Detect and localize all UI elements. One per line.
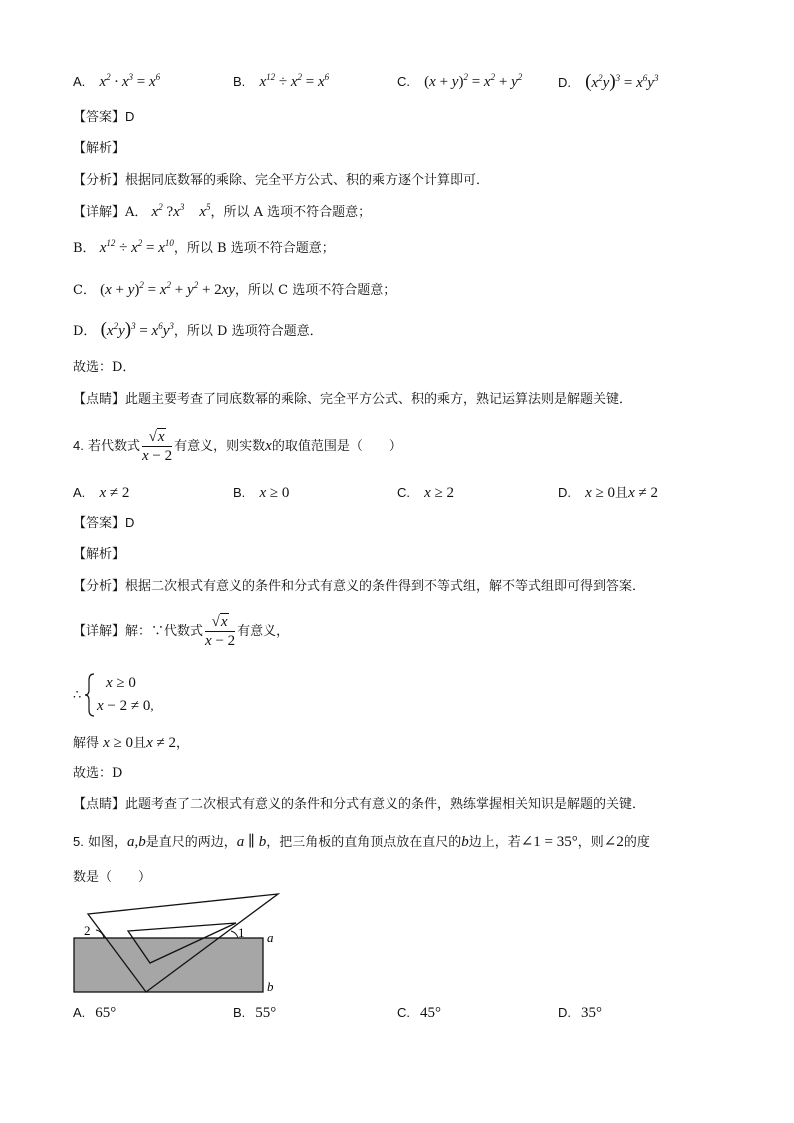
therefore-symbol: ∴: [73, 688, 82, 703]
detail-d-prefix: D．: [73, 324, 97, 339]
q4-option-c[interactable]: [397, 483, 454, 504]
brace-icon: [84, 672, 96, 718]
variable-x: x: [265, 438, 272, 454]
q5-option-b[interactable]: [233, 1003, 276, 1024]
detail-c-prefix: C．: [73, 283, 96, 298]
q3-choose: 故选：D．: [73, 360, 136, 375]
q4-analysis-tag: 【解析】: [73, 547, 126, 562]
detail-b-suffix: ，所以 B 选项不符合题意；: [173, 241, 335, 256]
q4-comment: [73, 795, 645, 815]
option-label: B.: [233, 1005, 246, 1020]
option-label: A.: [73, 1005, 86, 1020]
option-label: B.: [233, 485, 246, 500]
answer-tag: 【答案】: [73, 516, 126, 531]
q4-stem: [73, 427, 402, 466]
q3-answer: [73, 107, 134, 128]
fraction: $\frac{√x}{x - 2}$: [142, 429, 173, 464]
detail-tag: 【详解】: [73, 205, 126, 220]
answer-tag: 【答案】: [73, 110, 126, 125]
math-expression: $(x^2y)^3 = x^6y^3$: [585, 71, 659, 92]
detail-tag: 【详解】: [73, 624, 126, 639]
detail-a-suffix: ，所以 A 选项不符合题意；: [210, 205, 372, 220]
q3-detail-b: [73, 238, 335, 259]
stem-text-mid: 有意义，则实数: [174, 439, 266, 454]
question-number: 4.: [73, 438, 84, 453]
option-label: D.: [558, 75, 571, 90]
math-expression: $(x^2y)^3 = x^6y^3$: [100, 319, 174, 340]
answer-value: D: [125, 515, 135, 530]
q4-solution: [73, 733, 189, 754]
detail-c-suffix: ，所以 C 选项不符合题意；: [234, 283, 397, 298]
q5-option-a[interactable]: [73, 1003, 116, 1024]
stem-2: 是直尺的两边，: [145, 835, 237, 850]
option-value: 45°: [420, 1005, 441, 1021]
label-1: 1: [238, 925, 245, 940]
q5-stem-line1: [73, 832, 650, 853]
q4-option-d[interactable]: [558, 483, 658, 504]
q3-option-a[interactable]: [73, 72, 160, 93]
q3-detail-a: [73, 202, 371, 223]
math-expression: $x^2$ $?x^3$ $x^5$: [151, 202, 211, 220]
inequality-1: x ≥ 0: [106, 675, 136, 691]
detail-d-suffix: ，所以 D 选项符合题意．: [173, 324, 323, 339]
detail-post: 有意义，: [237, 624, 290, 639]
math-expression: x ≥ 2: [424, 485, 455, 501]
stem-5: ，则: [577, 835, 604, 850]
q4-choose: 故选：D: [73, 766, 123, 781]
math-expression: x ≥ 0: [103, 735, 134, 751]
math-expression: $(x + y)^2 = x^2 + y^2$: [424, 72, 523, 90]
stem-4: 边上，若: [468, 835, 521, 850]
math-expression: x ≥ 0: [259, 485, 290, 501]
detail-pre: 解：∵代数式: [125, 624, 204, 639]
fenxi-tag: 【分析】: [73, 579, 126, 594]
fenxi-tag: 【分析】: [73, 173, 126, 188]
q3-option-c[interactable]: [397, 72, 522, 93]
fenxi-text: 根据二次根式有意义的条件和分式有意义的条件得到不等式组，解不等式组即可得到答案．: [125, 579, 646, 594]
label-b: b: [267, 979, 274, 994]
solution-post: ，: [175, 736, 189, 751]
question-number: 5.: [73, 834, 84, 849]
q4-answer: [73, 513, 134, 534]
comment-tag: 【点睛】: [73, 797, 126, 812]
option-label: C.: [397, 74, 410, 89]
option-label: D.: [558, 485, 571, 500]
stem-text-post: 的取值范围是（ ）: [271, 439, 402, 454]
inequality-2: x − 2 ≠ 0,: [97, 698, 154, 714]
stem-1: 如图，: [87, 835, 127, 850]
math-expression: $x^{12} \div x^2 = x^6$: [259, 72, 330, 90]
q3-comment: [73, 390, 632, 410]
math-expression: x ≠ 2: [146, 735, 176, 751]
label-a: a: [267, 930, 274, 945]
q4-option-b[interactable]: [233, 483, 289, 504]
q3-option-d[interactable]: [558, 72, 658, 94]
option-label: C.: [397, 1005, 410, 1020]
comment-text: 此题考查了二次根式有意义的条件和分式有意义的条件，熟练掌握相关知识是解题的关键．: [125, 797, 646, 812]
solution-pre: 解得: [73, 736, 100, 751]
math-expression: $(x + y)^2 = x^2 + y^2 + 2xy$: [100, 280, 235, 298]
ruler-triangle-figure: [68, 893, 288, 1001]
option-label: D.: [558, 1005, 571, 1020]
math-ab: a,b: [127, 834, 146, 850]
q4-fenxi: [73, 577, 645, 597]
math-angle1: ∠1 = 35°: [520, 834, 578, 850]
option-value: 65°: [95, 1005, 117, 1021]
math-b: b: [461, 834, 469, 850]
fenxi-text: 根据同底数幂的乘除、完全平方公式、积的乘方逐个计算即可．: [125, 173, 490, 188]
option-value: 35°: [581, 1005, 602, 1021]
stem-6: 的度: [623, 835, 650, 850]
q3-detail-c: [73, 280, 396, 301]
q5-option-d[interactable]: [558, 1003, 602, 1024]
stem-3: ，把三角板的直角顶点放在直尺的: [266, 835, 462, 850]
fraction: $\frac{√x}{x - 2}$: [205, 614, 236, 649]
comment-text: 此题主要考查了同底数幂的乘除、完全平方公式、积的乘方，熟记运算法则是解题关键．: [125, 392, 633, 407]
option-value: 55°: [255, 1005, 277, 1021]
q4-detail: [73, 613, 289, 651]
q3-fenxi: [73, 171, 489, 191]
q4-option-a[interactable]: [73, 483, 129, 504]
and-text: 且: [615, 486, 629, 501]
math-expression: x ≠ 2: [628, 485, 658, 501]
stem-text-pre: 若代数式: [87, 439, 140, 454]
math-expression: x ≥ 0: [585, 485, 616, 501]
q3-option-b[interactable]: [233, 72, 329, 93]
q5-option-c[interactable]: [397, 1003, 441, 1024]
math-expression: x ≠ 2: [99, 485, 130, 501]
option-label: A.: [73, 74, 86, 89]
q3-detail-d: [73, 320, 323, 342]
comment-tag: 【点睛】: [73, 392, 126, 407]
math-expression: $x^2 \cdot x^3 = x^6$: [99, 72, 161, 90]
ruler: [74, 938, 263, 992]
angle-2-arc: [96, 930, 104, 938]
q3-analysis-tag: 【解析】: [73, 141, 126, 156]
detail-a-prefix: A．: [125, 205, 148, 220]
math-expression: $x^{12} \div x^2 = x^{10}$: [99, 238, 174, 256]
math-angle2: ∠2: [603, 834, 624, 850]
option-label: A.: [73, 485, 86, 500]
q5-stem-line2: 数是（ ）: [73, 870, 152, 885]
option-label: B.: [233, 74, 246, 89]
and-text: 且: [133, 736, 147, 751]
label-2: 2: [84, 923, 91, 938]
angle-1-arc: [231, 931, 238, 938]
option-label: C.: [397, 485, 410, 500]
answer-value: D: [125, 109, 135, 124]
math-parallel: a ∥ b: [236, 834, 267, 850]
detail-b-prefix: B．: [73, 241, 96, 256]
